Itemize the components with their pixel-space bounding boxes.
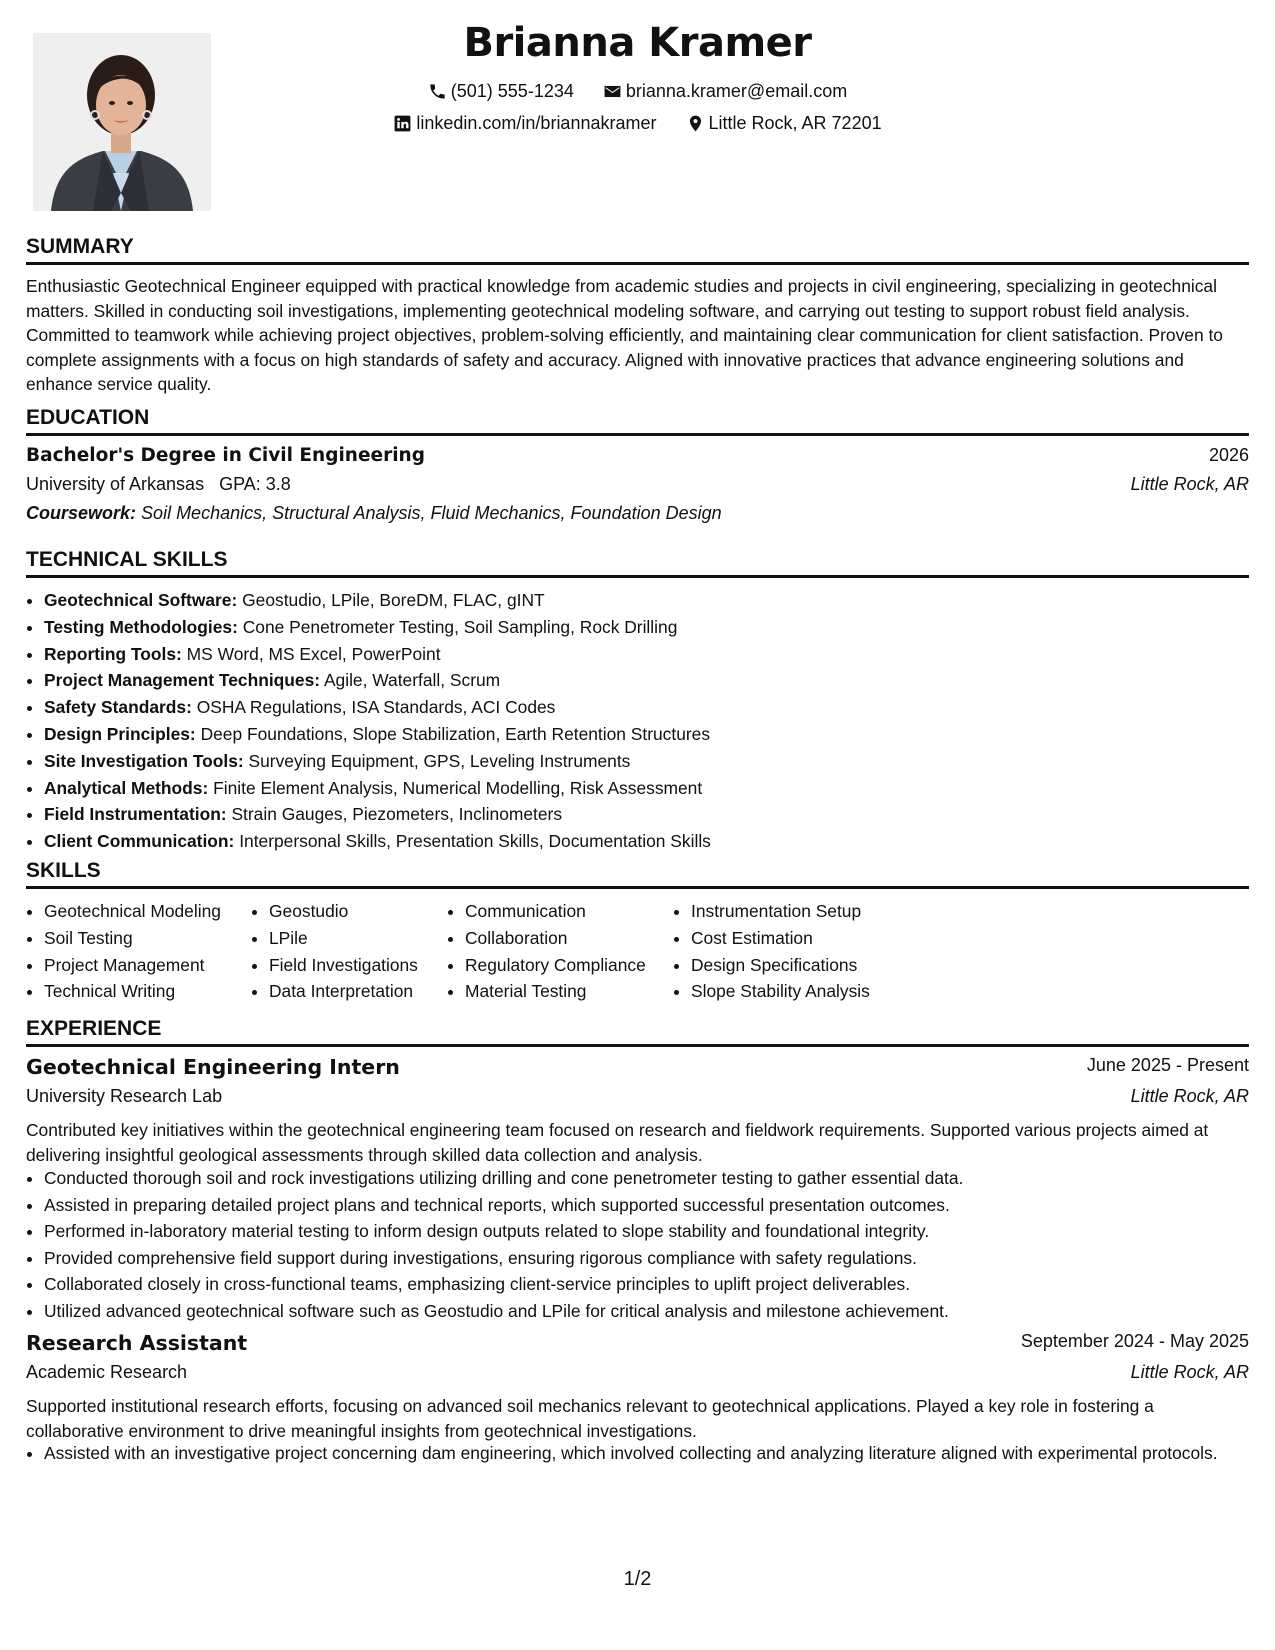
linkedin-text: linkedin.com/in/briannakramer xyxy=(416,113,657,133)
phone-text: (501) 555-1234 xyxy=(450,81,574,101)
job-2-org-row xyxy=(26,1362,1249,1383)
list-item: • Assisted with an investigative project concerning dam engineering, which involved collecting and analyzing literature aligned with experimental protocols. xyxy=(44,1441,1249,1466)
location-contact xyxy=(686,113,882,134)
page-number: 1/2 xyxy=(623,1568,652,1590)
list-item: • Collaborated closely in cross-functional teams, emphasizing client-service principles to uplift project deliverables. xyxy=(44,1271,1249,1298)
list-item: • Instrumentation Setup xyxy=(691,898,870,925)
list-item: • Safety Standards: OSHA Regulations, ISA Standards, ACI Codes xyxy=(44,694,711,721)
list-item: • Geotechnical Software: Geostudio, LPile, BoreDM, FLAC, gINT xyxy=(44,587,711,614)
list-item: • Regulatory Compliance xyxy=(465,952,646,979)
map-pin-icon xyxy=(686,114,705,133)
list-item: • Testing Methodologies: Cone Penetrometer Testing, Soil Sampling, Rock Drilling xyxy=(44,614,711,641)
linkedin-icon xyxy=(393,114,412,133)
email-contact[interactable] xyxy=(603,81,847,102)
list-item: • Project Management xyxy=(44,952,221,979)
technical-skills-list xyxy=(26,587,711,855)
job-2-org: Academic Research xyxy=(26,1362,188,1382)
list-item: • Utilized advanced geotechnical software such as Geostudio and LPile for critical analysis and milestone achievement. xyxy=(44,1298,1249,1325)
list-item: • LPile xyxy=(269,925,418,952)
list-item: • Technical Writing xyxy=(44,978,221,1005)
phone-contact[interactable] xyxy=(428,81,574,102)
skills-column-3 xyxy=(447,898,646,1005)
envelope-icon xyxy=(603,82,622,101)
technical-skills-heading: TECHNICAL SKILLS xyxy=(26,548,1249,578)
list-item: • Performed in-laboratory material testing to inform design outputs related to slope stability and foundational integrity. xyxy=(44,1218,1249,1245)
email-text: brianna.kramer@email.com xyxy=(625,81,848,101)
job-1-summary: Contributed key initiatives within the geotechnical engineering team focused on research and fieldwork requirements. Supported various projects aimed at delivering insightful geological assessments through skilled data collection and analysis. xyxy=(26,1120,1209,1165)
school-info xyxy=(26,474,291,495)
list-item: • Conducted thorough soil and rock investigations utilizing drilling and cone penetrometer testing to gather essential data. xyxy=(44,1165,1249,1192)
list-item: • Soil Testing xyxy=(44,925,221,952)
resume-page xyxy=(26,0,1249,1650)
skills-column-2 xyxy=(251,898,418,1005)
job-1-org-row xyxy=(26,1086,1249,1107)
job-2-title-row xyxy=(26,1331,1249,1355)
job-2-bullets xyxy=(26,1441,1249,1466)
list-item: • Client Communication: Interpersonal Skills, Presentation Skills, Documentation Skills xyxy=(44,828,711,855)
list-item: • Analytical Methods: Finite Element Analysis, Numerical Modelling, Risk Assessment xyxy=(44,775,711,802)
job-1-title: Geotechnical Engineering Intern xyxy=(26,1055,400,1079)
coursework-label: Coursework: xyxy=(26,503,137,523)
list-item: • Data Interpretation xyxy=(269,978,418,1005)
list-item: • Field Instrumentation: Strain Gauges, Piezometers, Inclinometers xyxy=(44,801,711,828)
contact-row-2 xyxy=(26,113,1249,138)
job-1-location: Little Rock, AR xyxy=(1130,1086,1249,1106)
job-1-title-row xyxy=(26,1055,1249,1079)
degree-title: Bachelor's Degree in Civil Engineering xyxy=(26,445,425,466)
job-1-org: University Research Lab xyxy=(26,1086,223,1106)
list-item: • Geotechnical Modeling xyxy=(44,898,221,925)
skills-column-1 xyxy=(26,898,221,1005)
linkedin-contact[interactable] xyxy=(393,113,656,134)
skills-column-4 xyxy=(673,898,870,1005)
job-2-location: Little Rock, AR xyxy=(1130,1362,1249,1382)
job-2-title: Research Assistant xyxy=(26,1331,248,1355)
list-item: • Provided comprehensive field support during investigations, ensuring rigorous compliance with safety regulations. xyxy=(44,1245,1249,1272)
coursework-text: Soil Mechanics, Structural Analysis, Fluid Mechanics, Foundation Design xyxy=(141,503,722,523)
education-heading: EDUCATION xyxy=(26,406,1249,436)
summary-text: Enthusiastic Geotechnical Engineer equipped with practical knowledge from academic studies and projects in civil engineering, specializing in geotechnical matters. Skilled in conducting soil investigations, implementing geotechnical modeling software, and carrying out testing to support robust field analysis. Committed to teamwork while achieving project objectives, problem-solving efficiently, and maintaining clear communication for client satisfaction. Proven to complete assignments with a focus on high standards of safety and accuracy. Aligned with innovative practices that advance engineering solutions and enhance service quality. xyxy=(26,276,1223,395)
education-school-row xyxy=(26,474,1249,495)
list-item: • Design Specifications xyxy=(691,952,870,979)
education-degree-row xyxy=(26,445,1249,466)
list-item: • Communication xyxy=(465,898,646,925)
job-1-bullets xyxy=(26,1165,1249,1325)
list-item: • Site Investigation Tools: Surveying Equipment, GPS, Leveling Instruments xyxy=(44,748,711,775)
list-item: • Assisted in preparing detailed project plans and technical reports, which supported successful presentation outcomes. xyxy=(44,1192,1249,1219)
graduation-year: 2026 xyxy=(1208,445,1249,465)
list-item: • Slope Stability Analysis xyxy=(691,978,870,1005)
list-item: • Material Testing xyxy=(465,978,646,1005)
experience-heading: EXPERIENCE xyxy=(26,1017,1249,1047)
list-item: • Reporting Tools: MS Word, MS Excel, PowerPoint xyxy=(44,641,711,668)
school-name: University of Arkansas xyxy=(26,474,205,494)
phone-icon xyxy=(428,82,447,101)
school-location: Little Rock, AR xyxy=(1130,474,1249,494)
list-item: • Collaboration xyxy=(465,925,646,952)
list-item: • Field Investigations xyxy=(269,952,418,979)
candidate-name: Brianna Kramer xyxy=(463,20,812,66)
job-1-dates: June 2025 - Present xyxy=(1086,1055,1249,1075)
gpa-text: GPA: 3.8 xyxy=(219,474,291,494)
job-2-dates: September 2024 - May 2025 xyxy=(1020,1331,1249,1351)
list-item: • Cost Estimation xyxy=(691,925,870,952)
list-item: • Design Principles: Deep Foundations, Slope Stabilization, Earth Retention Structures xyxy=(44,721,711,748)
skills-heading: SKILLS xyxy=(26,859,1249,889)
location-text: Little Rock, AR 72201 xyxy=(708,113,882,133)
summary-heading: SUMMARY xyxy=(26,235,1249,265)
list-item: • Geostudio xyxy=(269,898,418,925)
list-item: • Project Management Techniques: Agile, Waterfall, Scrum xyxy=(44,667,711,694)
job-2-summary: Supported institutional research efforts, focusing on advanced soil mechanics relevant to geotechnical applications. Played a key role in fostering a collaborative environment to drive meaningful insights from geotechnical investigations. xyxy=(26,1396,1154,1441)
contact-row-1 xyxy=(26,81,1249,106)
coursework-row xyxy=(26,503,1249,524)
